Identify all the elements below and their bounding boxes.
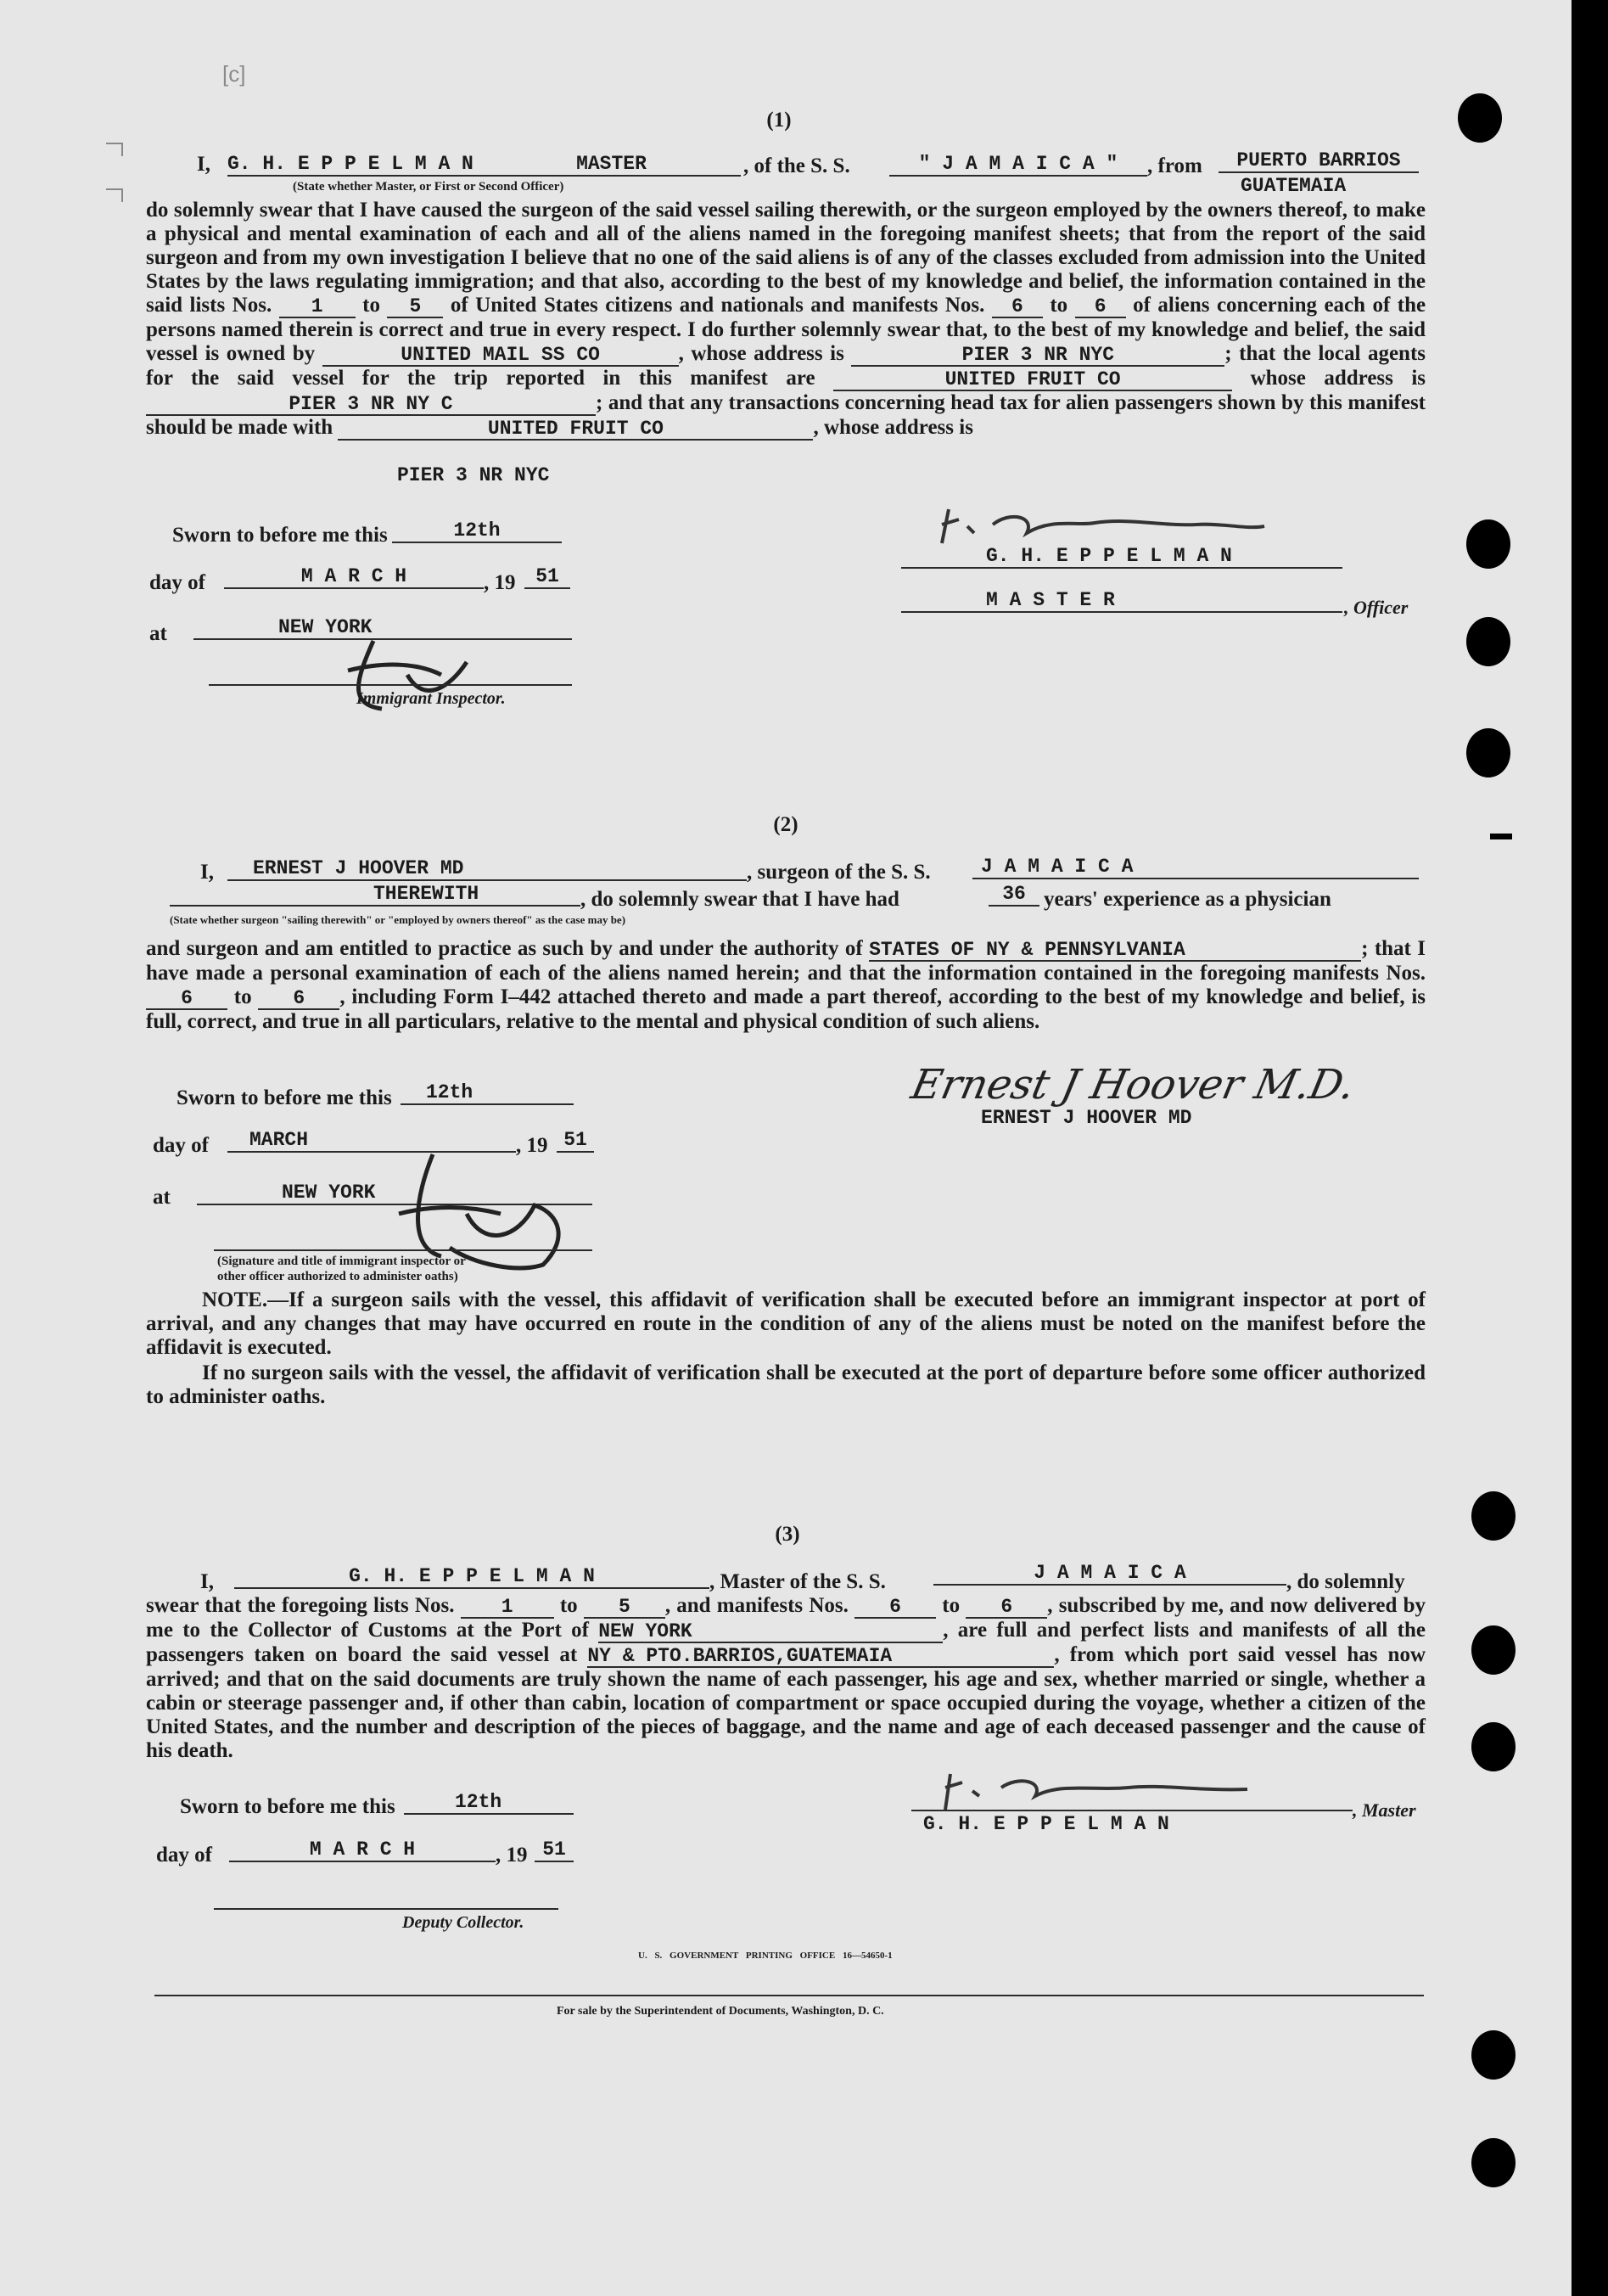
s1-month: M A R C H: [224, 565, 484, 589]
s2-place: NEW YORK: [197, 1182, 592, 1205]
s1-master-name: G. H. E P P E L M A N: [227, 153, 482, 177]
s1-lists-from: 1: [279, 296, 356, 318]
s2-month: MARCH: [227, 1129, 516, 1153]
s3-day-of: day of: [156, 1844, 212, 1867]
s2-ship: J A M A I C A: [972, 856, 1419, 879]
s2-note-label: NOTE.: [202, 1288, 268, 1311]
s2-status-caption: (State whether surgeon "sailing therewith" or "employed by owners thereof" as the case may be): [170, 913, 626, 926]
s3-manifests-to: 6: [966, 1597, 1047, 1619]
s3-body: swear that the foregoing lists Nos. 1 to 5 , and manifests Nos. 6 to 6 , subscribed by me, and now delivered by me to the Collector of Customs at the Port of NEW YORK , are full and perfect lists and manifests of all the passengers taken on board the said vessel at NY & PTO.BARRIOS,GUATEMAIA , from which port said vessel has now arrived; and that on the said documents are truly shown the name of each passenger, his age and sex, whether married or single, whether a cabin or steerage passenger and, if other than cabin, location of compartment or space occupied during the voyage, whether a citizen of the United States, and the number and description of the pieces of baggage, and the name and age of each deceased passenger and the cause of his death.: [146, 1594, 1426, 1762]
s3-port: NEW YORK: [598, 1621, 943, 1643]
s1-officer-label: , Officer: [1344, 597, 1409, 618]
s3-sworn-label: Sworn to before me this: [180, 1795, 395, 1818]
s1-body: do solemnly swear that I have caused the surgeon of the said vessel sailing therewith, or the surgeon employed by the owners thereof, to make a physical and mental examination of each and all of the aliens named in the foregoing manifest sheets; that from the report of the said surgeon and from my own investigation I believe that no one of the said aliens is of any of the classes excluded from admission into the United States by the laws regulating immigration; and that also, according to the best of my knowledge and belief, the information contained in the said lists Nos. 1 to 5 of United States citizens and nationals and manifests Nos. 6 to 6 of aliens concerning each of the persons named therein is correct and true in every respect. I do further solemnly swear that, to the best of my knowledge and belief, the said vessel is owned by UNITED MAIL SS CO , whose address is PIER 3 NR NYC ; that the local agents for the said vessel for the trip reported in this manifest are UNITED FRUIT CO whose address is PIER 3 NR NY C ; and that any transactions concerning head tax for alien passengers shown by this manifest should be made with UNITED FRUIT CO , whose address is: [146, 199, 1426, 440]
punch-hole: [1471, 1491, 1516, 1541]
s1-i: I,: [197, 153, 210, 176]
s2-authority: STATES OF NY & PENNSYLVANIA: [869, 940, 1361, 962]
s2-manifests-to: 6: [258, 988, 339, 1010]
s3-master-signature: [925, 1767, 1264, 1815]
s2-year-suffix: 51: [557, 1129, 594, 1153]
section-2-heading: (2): [773, 813, 798, 836]
s3-sworn-day: 12th: [404, 1791, 574, 1815]
s3-year-prefix: , 19: [496, 1844, 528, 1867]
section-3-heading: (3): [775, 1523, 800, 1546]
section-1-heading: (1): [766, 109, 792, 132]
s3-master-typed: G. H. E P P E L M A N: [923, 1813, 1169, 1835]
margin-mark: [106, 143, 123, 156]
s3-master-of: , Master of the S. S.: [709, 1570, 886, 1593]
s1-master-title: MASTER: [482, 153, 741, 177]
s1-place: NEW YORK: [193, 616, 572, 640]
s1-of-ship: , of the S. S.: [743, 154, 850, 177]
s1-port-from: PUERTO BARRIOS: [1219, 149, 1419, 173]
punch-hole: [1466, 519, 1510, 569]
punch-hole: [1466, 617, 1510, 666]
s3-master-label: , Master: [1353, 1799, 1416, 1821]
s2-years-label: years' experience as a physician: [1044, 888, 1331, 911]
s1-from: , from: [1147, 154, 1202, 177]
s1-officer-title: M A S T E R: [901, 589, 1342, 613]
sale-notice: For sale by the Superintendent of Documents, Washington, D. C.: [557, 2005, 884, 2018]
s1-day-of: day of: [149, 571, 205, 594]
s3-month: M A R C H: [229, 1838, 496, 1862]
s1-year-prefix: , 19: [484, 571, 516, 594]
punch-hole: [1471, 1722, 1516, 1771]
s3-lists-to: 5: [584, 1597, 665, 1619]
s2-sworn-day: 12th: [401, 1081, 574, 1105]
s1-agents: UNITED FRUIT CO: [833, 369, 1232, 391]
punch-hole: [1471, 1625, 1516, 1675]
s3-manifests-from: 6: [854, 1597, 936, 1619]
s2-years: 36: [989, 883, 1039, 907]
s2-swear: , do solemnly swear that I have had: [580, 888, 899, 911]
s1-rank-caption: (State whether Master, or First or Second Officer): [293, 180, 564, 194]
s2-status: THEREWITH: [170, 883, 580, 907]
s2-surgeon-typed: ERNEST J HOOVER MD: [981, 1107, 1192, 1129]
s1-headtax-address: PIER 3 NR NYC: [397, 464, 550, 486]
s1-headtax-party: UNITED FRUIT CO: [338, 418, 813, 441]
s1-sworn-day: 12th: [392, 519, 562, 543]
s3-collector-caption: Deputy Collector.: [402, 1913, 524, 1932]
punch-hole: [1471, 2138, 1516, 2187]
s1-master-signature: [925, 501, 1281, 552]
corner-mark: [c]: [222, 61, 246, 87]
s2-sig-caption-1: (Signature and title of immigrant inspector or: [217, 1255, 466, 1268]
s2-sworn-label: Sworn to before me this: [176, 1086, 392, 1109]
s3-boarding: NY & PTO.BARRIOS,GUATEMAIA: [587, 1646, 1054, 1668]
s1-owner: UNITED MAIL SS CO: [322, 345, 679, 367]
s1-lists-to: 5: [387, 296, 443, 318]
punch-hole: [1471, 2030, 1516, 2080]
s2-at-label: at: [153, 1186, 171, 1209]
s1-sworn-label: Sworn to before me this: [172, 524, 388, 547]
margin-mark: [106, 188, 123, 202]
s2-note: NOTE.—If a surgeon sails with the vessel, this affidavit of verification shall be executed before an immigrant inspector at port of arrival, and any changes that may have occurred en route in the condition of any of the aliens must be noted on the manifest before the affidavit is executed.: [146, 1288, 1426, 1359]
s3-ship: J A M A I C A: [933, 1562, 1286, 1586]
footer-rule: [154, 1995, 1424, 1996]
s2-inspector-line: [214, 1249, 592, 1251]
s3-year-suffix: 51: [535, 1838, 574, 1862]
s2-manifests-from: 6: [146, 988, 227, 1010]
s1-owner-address: PIER 3 NR NYC: [851, 345, 1224, 367]
s1-manifests-to: 6: [1075, 296, 1126, 318]
s1-port-country: GUATEMAIA: [1241, 175, 1347, 197]
edge-tick: [1490, 834, 1512, 839]
s3-master-line: [911, 1810, 1353, 1811]
s1-manifests-from: 6: [992, 296, 1043, 318]
s2-note-2: If no surgeon sails with the vessel, the affidavit of verification shall be executed at the port of departure before some officer authorized to administer oaths.: [146, 1361, 1426, 1408]
s3-solemnly: , do solemnly: [1286, 1570, 1405, 1593]
s1-ship: " J A M A I C A ": [889, 153, 1147, 177]
s2-sig-caption-2: other officer authorized to administer oaths): [217, 1270, 458, 1283]
s2-day-of: day of: [153, 1134, 209, 1157]
s1-inspector-line: [209, 684, 572, 686]
s3-collector-line: [214, 1908, 558, 1910]
s1-at-label: at: [149, 622, 167, 645]
s2-body: and surgeon and am entitled to practice as such by and under the authority of STATES OF NY & PENNSYLVANIA ; that I have made a personal examination of each of the aliens named herein; and that the information contained in the foregoing manifests Nos. 6 to 6 , including Form I–442 attached thereto and made a part thereof, according to the best of my knowledge and belief, is full, correct, and true in all particulars, relative to the mental and physical condition of such aliens.: [146, 937, 1426, 1033]
s1-inspector-caption: Immigrant Inspector.: [356, 689, 506, 708]
punch-hole: [1458, 93, 1502, 143]
s2-year-prefix: , 19: [516, 1134, 548, 1157]
printing-office: U. S. GOVERNMENT PRINTING OFFICE 16—54650-1: [638, 1951, 893, 1961]
s2-i: I,: [200, 861, 214, 884]
s1-year-suffix: 51: [524, 565, 570, 589]
s3-lists-from: 1: [461, 1597, 554, 1619]
s1-agents-address: PIER 3 NR NY C: [146, 394, 596, 416]
punch-hole: [1466, 728, 1510, 777]
s2-surgeon-signature: Ernest J Hoover M.D.: [907, 1061, 1359, 1109]
s3-i: I,: [200, 1570, 214, 1593]
s1-officer-name: G. H. E P P E L M A N: [901, 545, 1342, 569]
s2-of-ship: , surgeon of the S. S.: [747, 861, 931, 884]
s3-master: G. H. E P P E L M A N: [234, 1565, 709, 1589]
s2-surgeon: ERNEST J HOOVER MD: [227, 857, 747, 881]
